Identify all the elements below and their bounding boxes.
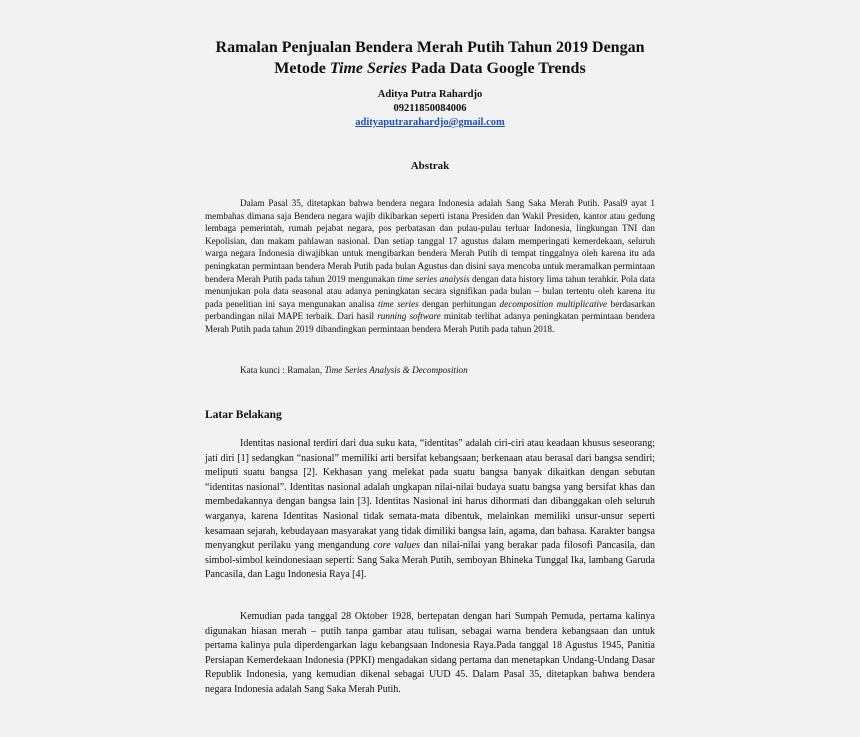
body-paragraph-2 <box>205 610 655 698</box>
paper-title <box>150 37 710 79</box>
abstract-italic-part: time series <box>377 298 419 309</box>
title-line-2-post: Pada Data Google Trends <box>407 60 586 77</box>
abstract-text-part: Dalam Pasal 35, ditetapkan bahwa bendera negara Indonesia adalah Sang Saka Merah Putih. Pasal9 ayat 1 membahas dimana saja Bendera negara wajib dikibarkan seperti istana Presiden dan Wakil Presiden, kantor atau gedung lembaga pemerintah, rumah pejabat negara, pos perbatasan dan pulau-pulau terluar Indonesia, lingkungan TNI dan Kepolisian, dan makam pahlawan nasional. Dan setiap tanggal 17 agustus dalam memperingati kemerdekaan, seluruh warga negara Indonesia diwajibkan untuk mengibarkan bendera Merah Putih di tempat tinggalnya oleh karena itu ada peningkatan permintaan bendera Merah Putih pada bulan Agustus dan disini saya mencoba untuk meramalkan permintaan bendera Merah Putih pada tahun 2019 mengunakan <box>205 198 655 284</box>
paragraph-text-part: Identitas nasional terdiri dari dua suku kata, “identitas” adalah ciri-ciri atau keadaan khusus seseorang; jati diri [1] sedangkan “nasional” memiliki arti bersifat kebangsaan; berkenaan atau berasal dari bangsa sendiri; meliputi suatu bangsa [2]. Kekhasan yang melekat pada suatu bangsa banyak dikaitkan dengan sebutan “identitas nasional”. Identitas nasional adalah ungkapan nilai-nilai budaya suatu bangsa yang bersifat khas dan membedakannya dengan bangsa lain [3]. Identitas Nasional ini harus dihormati dan dibanggakan oleh seluruh warganya, karena Identitas Nasional tidak semata-mata dibentuk, melainkan memiliki unsur-unsur seperti kesamaan sejarah, kebudayaan masyarakat yang tidak dimiliki bangsa lain, agama, dan bahasa. Karakter bangsa menyangkut perilaku yang mengandung <box>205 438 655 552</box>
keywords-line <box>205 364 655 377</box>
paragraph-text-part: Kemudian pada tanggal 28 Oktober 1928, bertepatan dengan hari Sumpah Pemuda, pertama kalinya digunakan hiasan merah – putih tanpa gambar atau tulisan, sebagai warna bendera kebangsaan dan untuk pertama kalinya pula diperdengarkan lagu kebangsaan Indonesia Raya.Pada tanggal 18 Agustus 1945, Panitia Persiapan Kemerdekaan Indonesia (PPKI) mengadakan sidang pertama dan menetapkan Undang-Undang Dasar Republik Indonesia, yang kemudian dikenal sebagai UUD 45. Dalam Pasal 35, ditetapkan bahwa bendera negara Indonesia adalah Sang Saka Merah Putih. <box>205 611 655 695</box>
abstract-text-part: dengan perhitungan <box>418 298 500 309</box>
keywords-label: Kata kunci : Ramalan, <box>240 365 325 375</box>
section-heading: Latar Belakang <box>205 409 282 421</box>
abstract-italic-part: decomposition multiplicative <box>499 298 608 309</box>
abstract-italic-part: time series analysis <box>397 273 470 284</box>
author-block <box>230 88 630 130</box>
abstract-text-part: minitab terlihat adanya peningkatan permintaan bendera Merah Putih pada tahun 2019 dibandingkan permintaan bendera Merah Putih pada tahun 2018. <box>205 311 656 334</box>
author-email-link[interactable]: adityaputrarahardjo@gmail.com <box>355 117 505 128</box>
author-name: Aditya Putra Rahardjo <box>377 89 483 100</box>
title-line-1: Ramalan Penjualan Bendera Merah Putih Tahun 2019 Dengan <box>215 39 645 56</box>
abstract-text-part: dengan data history lima tahun terahkir. Pola data menunjukan pola data seasonal atau adanya peningkatan secara signifikan pada bulan – bulan tertentu oleh karena itu pada penelitian ini saya mengunakan analisa <box>205 273 656 309</box>
abstract-text-part: berdasarkan perbandingan nilai MAPE terbaik. Dari hasil <box>205 298 655 322</box>
body-paragraph-1 <box>205 437 655 583</box>
abstract-heading: Abstrak <box>410 160 450 172</box>
title-line-2-pre: Metode <box>274 60 330 77</box>
abstract-italic-part: running software <box>377 311 441 322</box>
abstract-text <box>205 197 655 336</box>
title-line-2 <box>150 58 710 79</box>
keywords-italic: Time Series Analysis & Decomposition <box>324 365 468 375</box>
paragraph-italic-part: core values <box>373 540 420 552</box>
author-id: 09211850084006 <box>393 103 467 114</box>
title-line-2-italic: Time Series <box>329 60 407 77</box>
paragraph-text-part: dan nilai-nilai yang berakar pada filosofi Pancasila, dan simbol-simbol keindonesiaan seperti: Sang Saka Merah Putih, semboyan Bhineka Tunggal Ika, lambang Garuda Pancasila, dan Lagu Indonesia Raya [4]. <box>205 540 655 581</box>
